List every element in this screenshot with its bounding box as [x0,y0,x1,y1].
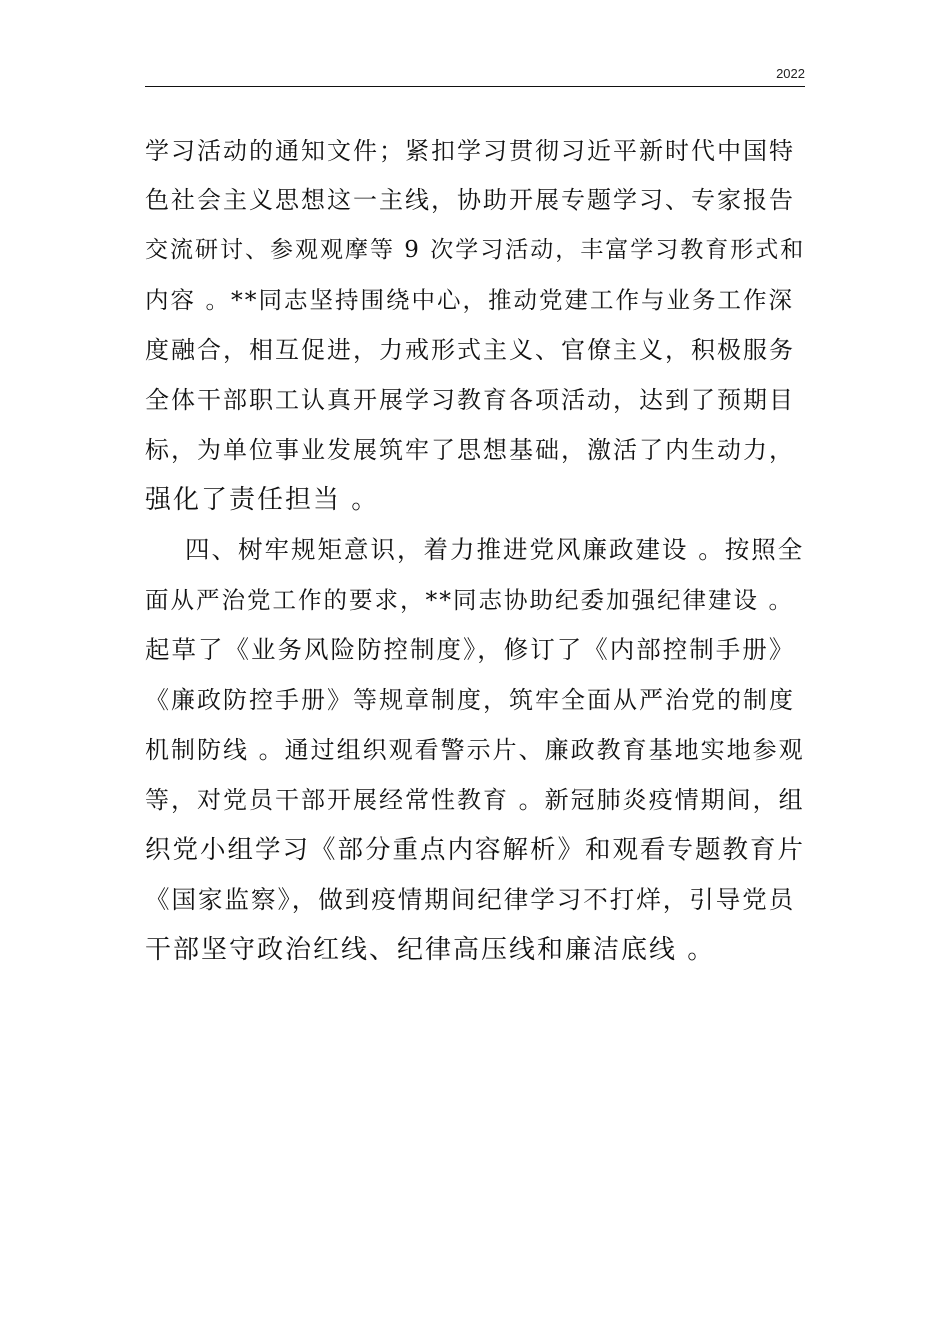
text-line: 机制防线 。通过组织观看警示片、廉政教育基地实地参观 [145,736,805,764]
header-divider [145,86,805,87]
text-line: 干部坚守政治红线、纪律高压线和廉洁底线 。 [145,935,716,965]
section-heading-line: 四、树牢规矩意识，着力推进党风廉政建设 。按照全 [185,535,805,564]
text-line: 面从严治党工作的要求，**同志协助纪委加强纪律建设 。 [145,586,794,614]
text-line: 标，为单位事业发展筑牢了思想基础，激活了内生动力， [145,436,795,464]
header-year: 2022 [776,66,805,81]
text-line: 《国家监察》，做到疫情期间纪律学习不打烊，引导党员 [145,885,796,914]
text-line: 度融合，相互促进，力戒形式主义、官僚主义，积极服务 [145,336,795,364]
text-line: 织党小组学习《部分重点内容解析》和观看专题教育片 [145,835,806,865]
text-line: 交流研讨、参观观摩等 9 次学习活动，丰富学习教育形式和 [145,237,806,263]
text-line: 内容 。**同志坚持围绕中心，推动党建工作与业务工作深 [145,286,794,314]
text-line: 等，对党员干部开展经常性教育 。新冠肺炎疫情期间，组 [145,786,805,814]
text-line: 《廉政防控手册》等规章制度，筑牢全面从严治党的制度 [145,686,795,714]
text-line: 强化了责任担当 。 [145,485,380,515]
text-line: 色社会主义思想这一主线，协助开展专题学习、专家报告 [145,186,795,214]
text-line: 全体干部职工认真开展学习教育各项活动，达到了预期目 [145,386,795,414]
text-line: 学习活动的通知文件；紧扣学习贯彻习近平新时代中国特 [145,137,795,165]
text-line: 起草了《业务风险防控制度》，修订了《内部控制手册》 [145,635,796,664]
